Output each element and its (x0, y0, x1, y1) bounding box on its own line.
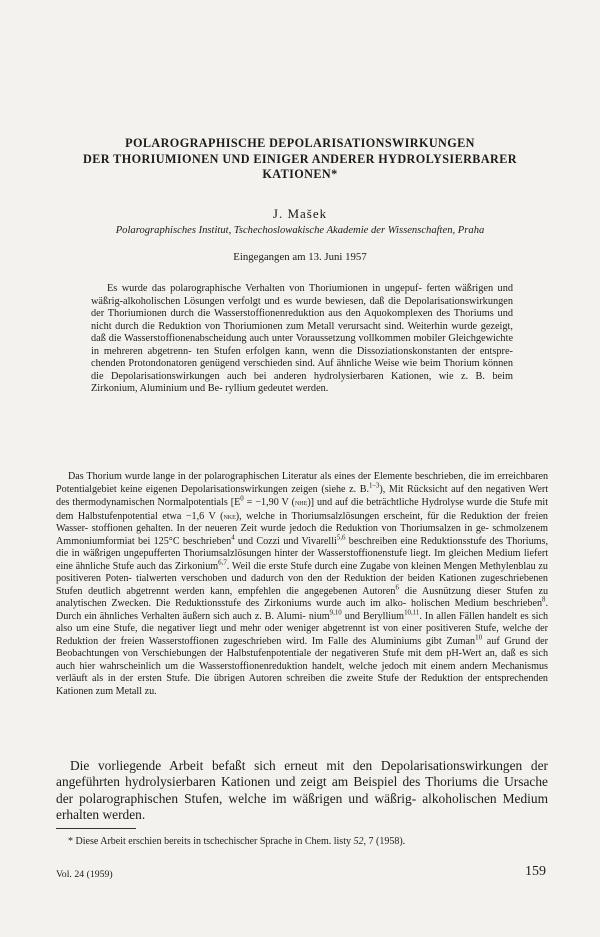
abstract-line: nicht durch die Reduktion von Thoriumionen zum Metall verursacht sind. (91, 320, 405, 332)
title-line: DER THORIUMIONEN UND EINIGER ANDERER HYDROLYSIERBARER (83, 151, 517, 166)
body-text: holischen Medium beschrieben (411, 598, 543, 609)
journal-volume: Vol. 24 (1959) (56, 869, 113, 880)
body-text: der freien Wasserstoffionen zugeschrieben wird. Im Falle des Aluminiums gibt Zuman (102, 635, 476, 647)
abstract-line: Weiterhin wurde gezeigt, daß die Wasserstoffionenabscheidung auch unter (91, 320, 513, 344)
body-text: ( (291, 497, 295, 508)
body-text: Metall zu. (115, 685, 157, 697)
body-text: Das Thorium wurde lange in der polarographischen Literatur als eines der Elemente beschrieben, (68, 471, 466, 482)
citation-superscript: 8 (542, 596, 546, 604)
body-text: mit dem pH-Wert an, daß es sich auch hier wahrscheinlich um die Wasserstoffionenreduktion (56, 648, 549, 672)
body-line: der angeführten hydrolysierbaren Kationen und zeigt am Beispiel des Thoriums (56, 758, 548, 790)
body-line: alkoholischen Medium erhalten werden. (56, 790, 548, 822)
body-text: nium (308, 610, 330, 622)
received-date: Eingegangen am 13. Juni 1957 (233, 251, 367, 263)
abstract (91, 283, 513, 396)
body-text: übrigen Autoren schreiben die zweite Stufe der Reduktion der entsprechenden Kationen zum (56, 673, 548, 697)
citation-superscript: 9,10 (329, 609, 342, 617)
body-text: Grund der Beobachtungen von Verschiebungen der Halbstufenpotentiale der negativeren Stufe (56, 635, 549, 659)
body-text: )] und auf die beträchtliche Hydrolyse wurde die Stufe mit dem Halbstufenpotential etwa (56, 497, 549, 522)
electrode-abbrev: nhe (294, 497, 308, 507)
footnote (56, 836, 548, 847)
body-text: eine Reduktionsstufe des Thoriums, die in wäßrigen ungepufferten Thoriumsalzlösungen hinter (56, 535, 549, 559)
body-text: beschreiben (345, 535, 398, 547)
citation-superscript: 6,7 (218, 559, 227, 567)
body-text: schmolzenem Ammoniumformiat bei 125°C beschrieben (56, 523, 549, 547)
abstract-line: ryllium gedeutet werden. (225, 383, 329, 394)
abstract-line: ferten wäßrigen und wäßrig-alkoholischen Lösungen verfolgt und es wurde (91, 283, 513, 307)
article-title (30, 136, 570, 183)
abstract-line: bewiesen, daß die Depolarisationswirkungen der Thoriumionen durch (91, 295, 513, 319)
author-affiliation: Polarographisches Institut, Tschechoslowakische Akademie der Wissenschaften, Praha (115, 225, 485, 236)
abstract-line: chenden Protondonatoren genügend verschieden sind. Auf ähnliche Weise (91, 358, 400, 369)
abstract-line: Es wurde das polarographische Verhalten von Thoriumionen in ungepuf- (107, 283, 422, 294)
body-text: . Durch ein ähnliches Verhalten äußern sich auch z. B. Alumi- (56, 598, 549, 622)
footnote-volume: 52 (353, 836, 364, 847)
body-text: und Cozzi und Vivarelli (234, 535, 337, 547)
author-name: J. Mašek (272, 206, 328, 221)
footnote-divider (56, 828, 136, 829)
body-text: . In allen Fällen handelt es sich also um eine Stufe, die negativer (56, 610, 549, 634)
citation-superscript: 1–3 (368, 482, 380, 490)
introduction-paragraph (56, 471, 548, 698)
citation-superscript: 10 (475, 634, 483, 642)
abstract-line: ten Stufen erfolgen kann, wenn die Dissoziationskonstanten der entspre- (196, 345, 513, 357)
body-text: Mit Rücksicht auf den negativen Wert des thermodynamischen Normalpotentials [E (56, 483, 549, 508)
body-text: tialwerten verschoben und dadurch von den der Reduktion der beiden Kationen zugeschriebenen (136, 573, 548, 584)
footnote-text: * Diese Arbeit erschien bereits in tschechischer Sprache in Chem. listy (68, 836, 354, 847)
body-text: die Ausnützung (398, 585, 471, 597)
body-text: der Wasserstoffionenstufe liegt. Im gleichen Medium liefert eine ähnliche Stufe auch das Zirkonium (56, 548, 549, 572)
body-text: Stufen deutlich abgetrennt werden kann, empfehlen die angegebenen Autoren (56, 585, 396, 597)
body-text: −1,6 V ( (185, 510, 224, 522)
body-line: die Ursache der polarographischen Stufen, welche im wäßrigen und wäßrig- (56, 774, 548, 806)
title-line: POLAROGRAPHISCHE DEPOLARISATIONSWIRKUNGEN (125, 136, 475, 150)
body-line: Die vorliegende Arbeit befaßt sich erneut mit den Depolarisationswirkungen (70, 758, 523, 773)
electrode-abbrev: nke (223, 510, 236, 521)
body-text: dieser Stufen zu analytischen Zwecken. Die Reduktionsstufe des Zirkoniums wurde auch im alko- (56, 585, 549, 609)
title-line: KATIONEN* (262, 167, 338, 181)
body-text: ), (379, 483, 386, 495)
body-text: die im erreichbaren Potentialgebiet keine eigenen Depolarisationswirkungen zeigen (siehe z. B. (56, 471, 549, 495)
body-text: . (226, 560, 230, 572)
body-text: = −1,90 V (243, 497, 289, 508)
aim-paragraph (56, 758, 548, 823)
body-text: und Beryllium (341, 610, 405, 622)
body-text: Weil die erste Stufe durch eine Zugabe von kleinen Mengen Methylenblau zu positiveren Poten- (56, 560, 548, 584)
citation-superscript: 10,11 (404, 609, 420, 617)
abstract-line: hydrolysierbaren Kationen, wie z. B. beim Zirkonium, Aluminium und Be- (91, 370, 513, 394)
citation-superscript: 0 (240, 495, 244, 503)
citation-superscript: 5,6 (336, 534, 346, 542)
body-text: liegt und mehr oder weniger abgetrennt ist von einer positiveren Stufe, welche der Reduktion (56, 623, 548, 647)
abstract-line: Voraussetzung vollkommen mobiler Gleichgewichte in mehreren abgetrenn- (91, 333, 514, 357)
footnote-text: , 7 (1958). (363, 836, 406, 847)
body-text: auf (482, 635, 500, 647)
body-text: stoffionen gehalten. In der neueren Zeit wurde jedoch die Reduktion von Thoriumsalzen in ge- (91, 523, 489, 534)
abstract-line: wie beim Thorium können die Depolarisationswirkungen auch bei anderen (91, 358, 513, 382)
body-text: ), welche in Thoriumsalzlösungen erscheint, für die Reduktion der freien Wasser- (56, 510, 548, 534)
abstract-line: die Wasserstoffionenreduktion aus den Aquokomplexen des Thoriums und (197, 308, 513, 319)
citation-superscript: 6 (395, 584, 399, 592)
citation-superscript: 4 (231, 534, 235, 542)
page-number: 159 (525, 864, 546, 879)
body-text: handelt, welche jedoch mit einem andern Mechanismus verläuft als in der ersten Stufe. Die (56, 660, 548, 684)
